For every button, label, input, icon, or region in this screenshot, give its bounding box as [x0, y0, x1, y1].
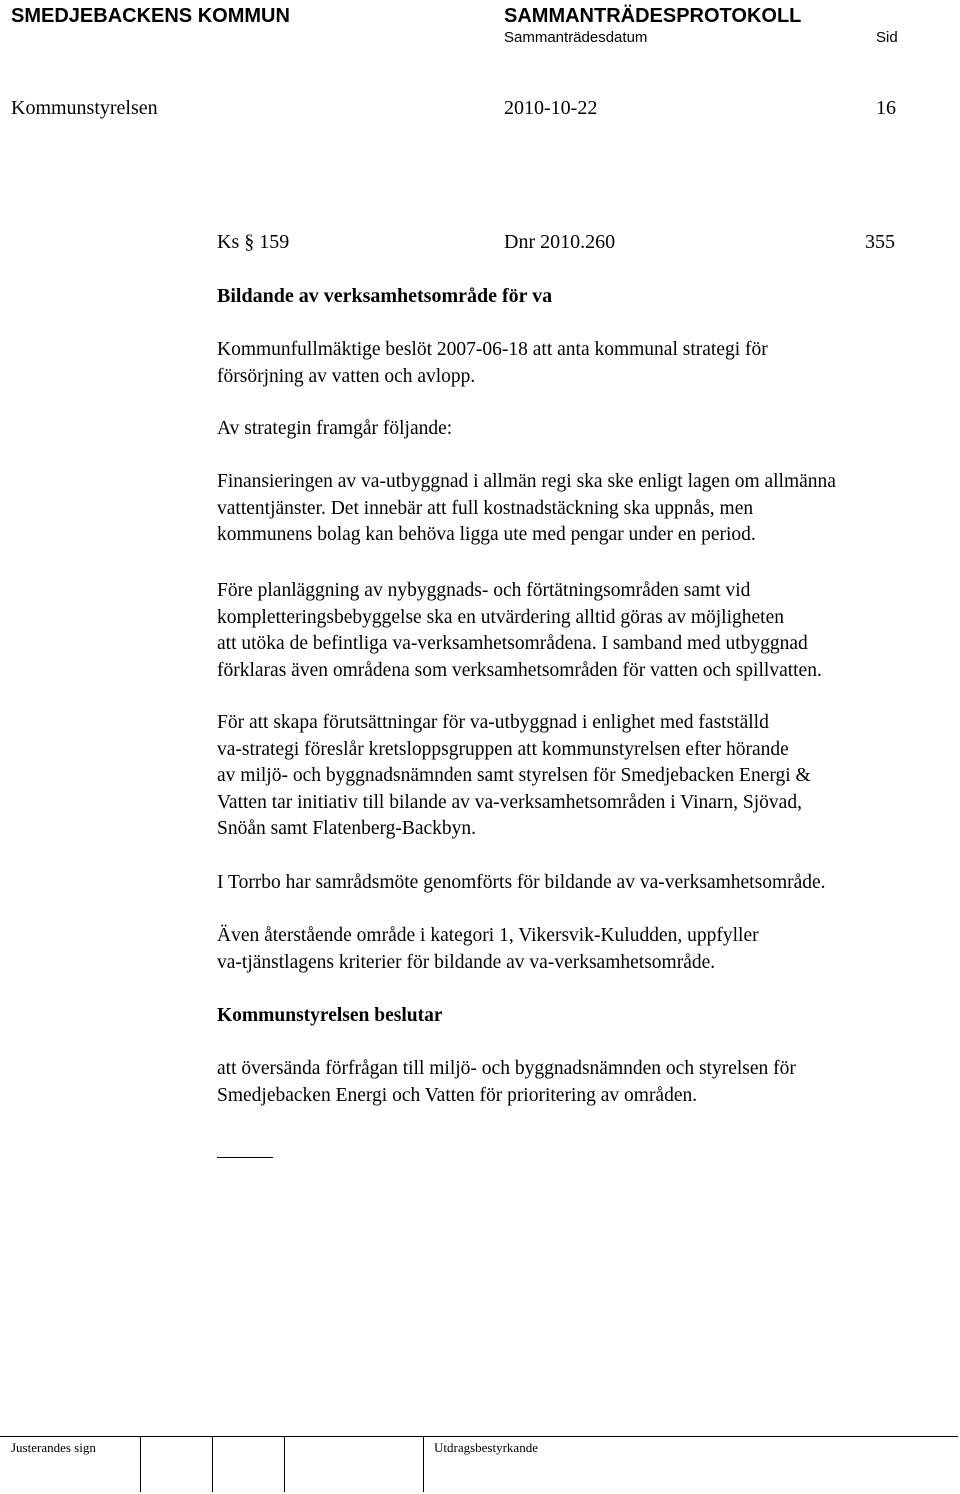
page-number: 16 [876, 97, 896, 119]
adjuster-signature-label: Justerandes sign [11, 1440, 96, 1455]
case-number: 355 [865, 231, 895, 253]
text-line: Kommunfullmäktige beslöt 2007-06-18 att anta kommunal strategi för [217, 339, 768, 360]
signature-box-divider [140, 1437, 141, 1492]
footer-rule [0, 1436, 958, 1437]
text-line: försörjning av vatten och avlopp. [217, 365, 476, 387]
text-line: av miljö- och byggnadsnämnden samt styrelsen för Smedjebacken Energi & [217, 765, 811, 786]
signature-box-divider [284, 1437, 285, 1492]
meeting-date-label: Sammanträdesdatum [504, 29, 648, 46]
decision-text [217, 1056, 952, 1109]
text-line: Finansieringen av va-utbyggnad i allmän regi ska ske enligt lagen om allmänna [217, 471, 836, 492]
text-line: Av strategin framgår följande: [217, 418, 453, 439]
organization-name: SMEDJEBACKENS KOMMUN [11, 5, 290, 27]
text-line: För att skapa förutsättningar för va-utbyggnad i enlighet med fastställd [217, 712, 769, 733]
text-line: Smedjebacken Energi och Vatten för prioritering av områden. [217, 1084, 698, 1106]
committee-name: Kommunstyrelsen [11, 97, 158, 119]
paragraph-6 [217, 870, 952, 897]
end-separator [217, 1157, 273, 1158]
text-line: va-tjänstlagens kriterier för bildande av va-verksamhetsområde. [217, 951, 716, 973]
paragraph-1 [217, 337, 952, 390]
text-line: Före planläggning av nybyggnads- och förtätningsområden samt vid [217, 580, 751, 601]
text-line: I Torrbo har samrådsmöte genomförts för bildande av va-verksamhetsområde. [217, 872, 826, 893]
text-line: Även återstående område i kategori 1, Vikersvik-Kuludden, uppfyller [217, 925, 759, 946]
paragraph-7 [217, 923, 952, 976]
text-line: Kommunstyrelsen beslutar [217, 1005, 443, 1026]
text-line: kommunens bolag kan behöva ligga ute med pengar under en period. [217, 524, 756, 545]
page-label: Sid [876, 29, 898, 46]
case-paragraph-number: Ks § 159 [217, 231, 290, 253]
case-dnr: Dnr 2010.260 [504, 231, 616, 253]
text-line: att utöka de befintliga va-verksamhetsområdena. I samband med utbyggnad [217, 633, 808, 654]
paragraph-5 [217, 710, 952, 843]
signature-box-divider [423, 1437, 424, 1492]
text-line: vattentjänster. Det innebär att full kostnadstäckning ska uppnås, men [217, 497, 754, 519]
signature-box-divider [212, 1437, 213, 1492]
text-line: Vatten tar initiativ till bilande av va-verksamhetsområden i Vinarn, Sjövad, [217, 791, 802, 813]
paragraph-3 [217, 469, 952, 549]
document-type: SAMMANTRÄDESPROTOKOLL [504, 5, 802, 27]
meeting-date: 2010-10-22 [504, 97, 598, 119]
text-line: förklaras även områdena som verksamhetsområden för vatten och spillvatten. [217, 659, 822, 681]
decision-heading [217, 1003, 952, 1030]
text-line: att översända förfrågan till miljö- och byggnadsnämnden och styrelsen för [217, 1058, 796, 1079]
text-line: va-strategi föreslår kretsloppsgruppen att kommunstyrelsen efter hörande [217, 738, 789, 760]
certification-label: Utdragsbestyrkande [434, 1440, 538, 1455]
paragraph-2 [217, 416, 952, 443]
text-line: Snöån samt Flatenberg-Backbyn. [217, 818, 477, 839]
case-title: Bildande av verksamhetsområde för va [217, 285, 553, 307]
text-line: kompletteringsbebyggelse ska en utvärdering alltid göras av möjligheten [217, 606, 784, 628]
paragraph-4 [217, 578, 952, 684]
